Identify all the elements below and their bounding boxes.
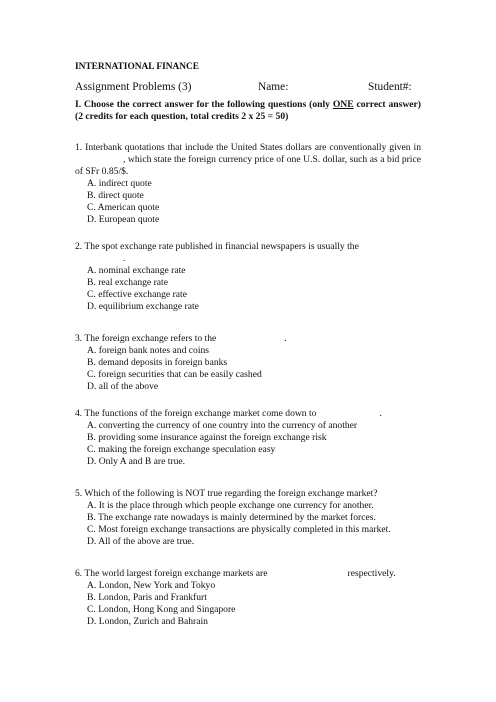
option-d: D. All of the above are true.	[87, 536, 195, 547]
option-b: B. London, Paris and Frankfurt	[87, 592, 207, 603]
option-d: D. London, Zurich and Bahrain	[87, 616, 208, 627]
option-c: C. foreign securities that can be easily cashed	[87, 369, 262, 380]
assignment-title: Assignment Problems (3)	[75, 81, 192, 93]
question-6	[75, 568, 421, 628]
question-stem: 1. Interbank quotations that include the United States dollars are conventionally given in, which state the foreign currency price of one U.S. dollar, such as a bid price of SFr 0.85/$.	[75, 142, 421, 177]
question-stem: 5. Which of the following is NOT true regarding the foreign exchange market?	[75, 488, 378, 499]
name-label: Name:	[258, 81, 289, 93]
course-title: INTERNATIONAL FINANCE	[75, 62, 200, 72]
option-b: B. direct quote	[87, 190, 144, 201]
question-stem: 6. The world largest foreign exchange markets are respectively.	[75, 568, 396, 579]
student-number-label: Student#:	[368, 81, 412, 93]
option-a: A. converting the currency of one country into the currency of another	[87, 420, 358, 431]
option-d: D. equilibrium exchange rate	[87, 301, 199, 312]
option-c: C. effective exchange rate	[87, 289, 187, 300]
option-b: B. providing some insurance against the foreign exchange risk	[87, 432, 327, 443]
question-stem: 2. The spot exchange rate published in financial newspapers is usually the .	[75, 241, 359, 264]
option-b: B. The exchange rate nowadays is mainly determined by the market forces.	[87, 512, 376, 523]
option-a: A. indirect quote	[87, 178, 152, 189]
option-c: C. London, Hong Kong and Singapore	[87, 604, 236, 615]
question-1	[75, 142, 421, 226]
question-stem: 4. The functions of the foreign exchange market come down to .	[75, 408, 382, 419]
option-b: B. real exchange rate	[87, 277, 168, 288]
option-a: A. foreign bank notes and coins	[87, 345, 210, 356]
option-c: C. American quote	[87, 202, 160, 213]
option-d: D. all of the above	[87, 381, 159, 392]
question-4	[75, 408, 421, 468]
instruction-emphasis: ONE	[332, 99, 354, 110]
section-instruction: I. Choose the correct answer for the following questions (only ONE correct answer) (2 credits for each question, total credits 2 x 25 = 50)	[75, 99, 422, 122]
option-b: B. demand deposits in foreign banks	[87, 357, 228, 368]
option-c: C. making the foreign exchange speculation easy	[87, 444, 276, 455]
option-d: D. Only A and B are true.	[87, 456, 186, 467]
option-c: C. Most foreign exchange transactions are physically completed in this market.	[87, 524, 391, 535]
question-2	[75, 241, 421, 313]
option-a: A. It is the place through which people exchange one currency for another.	[87, 500, 374, 511]
option-d: D. European quote	[87, 214, 160, 225]
option-a: A. nominal exchange rate	[87, 265, 186, 276]
question-stem: 3. The foreign exchange refers to the .	[75, 333, 287, 344]
question-3	[75, 333, 421, 393]
question-5	[75, 488, 421, 548]
option-a: A. London, New York and Tokyo	[87, 580, 216, 591]
